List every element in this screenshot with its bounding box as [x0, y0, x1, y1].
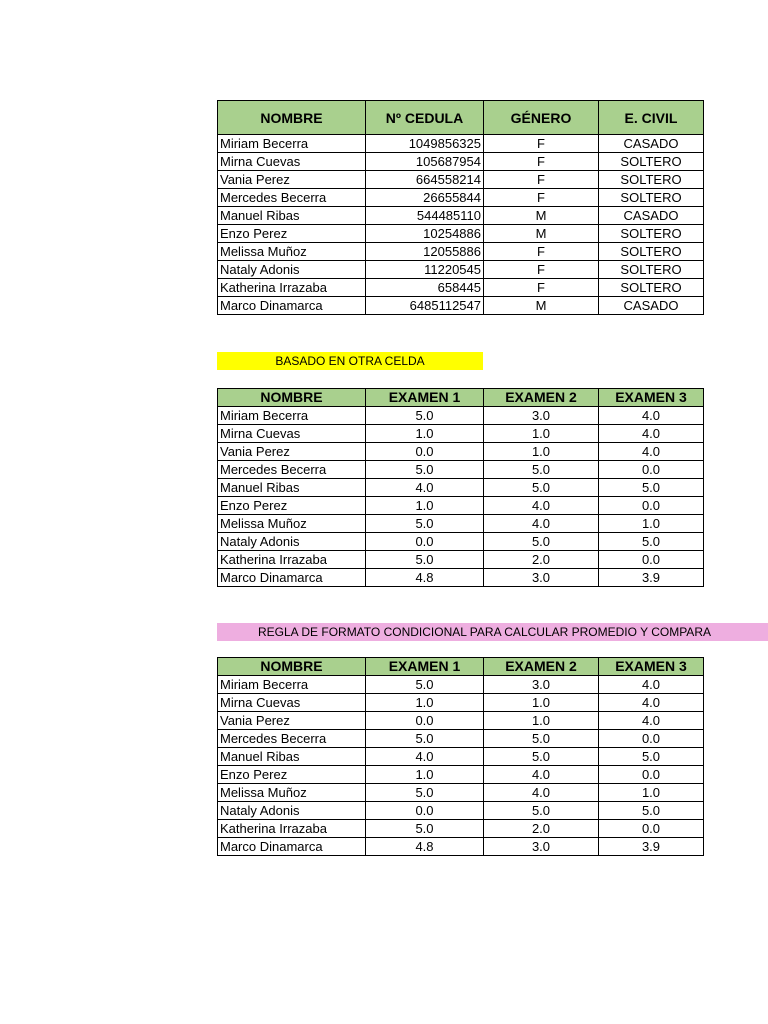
- table-row: [218, 533, 704, 551]
- table-row: [218, 676, 704, 694]
- column-header[interactable]: EXAMEN 2: [484, 389, 599, 407]
- table-cell[interactable]: 664558214: [366, 171, 484, 189]
- table-row: [218, 569, 704, 587]
- table-cell[interactable]: 5.0: [366, 784, 484, 802]
- table-cell[interactable]: 3.9: [599, 838, 704, 856]
- table-cell[interactable]: SOLTERO: [599, 243, 704, 261]
- table-cell[interactable]: SOLTERO: [599, 225, 704, 243]
- column-header[interactable]: EXAMEN 1: [366, 658, 484, 676]
- table-cell[interactable]: Katherina Irrazaba: [218, 820, 366, 838]
- column-header[interactable]: NOMBRE: [218, 101, 366, 135]
- table-cell[interactable]: 5.0: [484, 479, 599, 497]
- table-row: [218, 135, 704, 153]
- table-row: [218, 171, 704, 189]
- table-cell[interactable]: CASADO: [599, 297, 704, 315]
- table-cell[interactable]: F: [484, 243, 599, 261]
- table-cell[interactable]: Mirna Cuevas: [218, 425, 366, 443]
- table-cell[interactable]: M: [484, 297, 599, 315]
- table-cell[interactable]: 0.0: [599, 820, 704, 838]
- table-row: [218, 479, 704, 497]
- table-cell[interactable]: Marco Dinamarca: [218, 569, 366, 587]
- table-cell[interactable]: 3.0: [484, 676, 599, 694]
- table-cell[interactable]: 5.0: [366, 407, 484, 425]
- table-cell[interactable]: 4.8: [366, 838, 484, 856]
- table-cell[interactable]: 0.0: [599, 766, 704, 784]
- table-cell[interactable]: SOLTERO: [599, 279, 704, 297]
- table-cell[interactable]: 0.0: [366, 533, 484, 551]
- table-cell[interactable]: Mirna Cuevas: [218, 153, 366, 171]
- table-cell[interactable]: 4.0: [599, 425, 704, 443]
- table-cell[interactable]: 0.0: [599, 551, 704, 569]
- table-cell[interactable]: 1.0: [484, 425, 599, 443]
- table-row: [218, 243, 704, 261]
- table-cell[interactable]: 5.0: [484, 730, 599, 748]
- table-cell[interactable]: 1.0: [484, 443, 599, 461]
- table-cell[interactable]: Katherina Irrazaba: [218, 551, 366, 569]
- table-cell[interactable]: 1.0: [366, 694, 484, 712]
- table-cell[interactable]: 4.0: [366, 748, 484, 766]
- table-row: [218, 279, 704, 297]
- banner-conditional-format-rule: REGLA DE FORMATO CONDICIONAL PARA CALCULAR PROMEDIO Y COMPARA: [217, 623, 768, 641]
- table-row: [218, 515, 704, 533]
- table-cell[interactable]: CASADO: [599, 135, 704, 153]
- banner-based-on-other-cell: BASADO EN OTRA CELDA: [217, 352, 483, 370]
- column-header[interactable]: NOMBRE: [218, 389, 366, 407]
- table-cell[interactable]: 5.0: [366, 461, 484, 479]
- table-cell[interactable]: 5.0: [366, 820, 484, 838]
- table-cell[interactable]: 5.0: [484, 802, 599, 820]
- table-cell[interactable]: F: [484, 171, 599, 189]
- table-row: [218, 784, 704, 802]
- table-cell[interactable]: 3.0: [484, 838, 599, 856]
- table-row: [218, 297, 704, 315]
- personal-data-table: [217, 100, 704, 315]
- column-header[interactable]: EXAMEN 1: [366, 389, 484, 407]
- table-cell[interactable]: F: [484, 279, 599, 297]
- table-row: [218, 551, 704, 569]
- table-cell[interactable]: 1.0: [599, 515, 704, 533]
- table-cell[interactable]: Manuel Ribas: [218, 479, 366, 497]
- table-cell[interactable]: Nataly Adonis: [218, 802, 366, 820]
- column-header[interactable]: Nº CEDULA: [366, 101, 484, 135]
- table-cell[interactable]: Miriam Becerra: [218, 135, 366, 153]
- table-cell[interactable]: Mercedes Becerra: [218, 189, 366, 207]
- table-cell[interactable]: 4.0: [599, 712, 704, 730]
- table-cell[interactable]: 4.0: [599, 676, 704, 694]
- table-cell[interactable]: 12055886: [366, 243, 484, 261]
- table-row: [218, 838, 704, 856]
- table-row: [218, 712, 704, 730]
- table-cell[interactable]: Vania Perez: [218, 712, 366, 730]
- table-cell[interactable]: Manuel Ribas: [218, 207, 366, 225]
- table-row: [218, 407, 704, 425]
- table-cell[interactable]: Mercedes Becerra: [218, 730, 366, 748]
- column-header[interactable]: GÉNERO: [484, 101, 599, 135]
- column-header[interactable]: EXAMEN 3: [599, 658, 704, 676]
- table-cell[interactable]: Mirna Cuevas: [218, 694, 366, 712]
- table-cell[interactable]: 5.0: [599, 533, 704, 551]
- table-cell[interactable]: M: [484, 207, 599, 225]
- table-cell[interactable]: 5.0: [366, 515, 484, 533]
- table-cell[interactable]: F: [484, 135, 599, 153]
- table-cell[interactable]: Vania Perez: [218, 443, 366, 461]
- table-row: [218, 443, 704, 461]
- table-row: [218, 261, 704, 279]
- table-cell[interactable]: 4.0: [599, 694, 704, 712]
- table-cell[interactable]: 2.0: [484, 820, 599, 838]
- table-cell[interactable]: 4.0: [484, 515, 599, 533]
- table-cell[interactable]: 5.0: [484, 461, 599, 479]
- table-cell[interactable]: Miriam Becerra: [218, 676, 366, 694]
- table-cell[interactable]: Miriam Becerra: [218, 407, 366, 425]
- table-cell[interactable]: 544485110: [366, 207, 484, 225]
- table-cell[interactable]: 658445: [366, 279, 484, 297]
- table-row: [218, 189, 704, 207]
- table-cell[interactable]: 5.0: [484, 533, 599, 551]
- table-row: [218, 730, 704, 748]
- table-cell[interactable]: 2.0: [484, 551, 599, 569]
- table-cell[interactable]: 4.0: [599, 443, 704, 461]
- table-row: [218, 820, 704, 838]
- table-cell[interactable]: 10254886: [366, 225, 484, 243]
- header-row: [218, 658, 704, 676]
- table-cell[interactable]: 5.0: [366, 730, 484, 748]
- exam-table-2: [217, 657, 704, 856]
- column-header[interactable]: E. CIVIL: [599, 101, 704, 135]
- table-cell[interactable]: CASADO: [599, 207, 704, 225]
- table-cell[interactable]: SOLTERO: [599, 153, 704, 171]
- table-cell[interactable]: 4.0: [599, 407, 704, 425]
- table-cell[interactable]: 1.0: [366, 425, 484, 443]
- table-cell[interactable]: 0.0: [366, 802, 484, 820]
- table-cell[interactable]: Vania Perez: [218, 171, 366, 189]
- table-row: [218, 461, 704, 479]
- table-cell[interactable]: 1.0: [599, 784, 704, 802]
- table-cell[interactable]: Enzo Perez: [218, 225, 366, 243]
- table-cell[interactable]: 5.0: [366, 551, 484, 569]
- table-cell[interactable]: F: [484, 189, 599, 207]
- table-row: [218, 766, 704, 784]
- column-header[interactable]: NOMBRE: [218, 658, 366, 676]
- table-cell[interactable]: SOLTERO: [599, 261, 704, 279]
- table-cell[interactable]: 1.0: [484, 694, 599, 712]
- table-cell[interactable]: 1.0: [366, 497, 484, 515]
- table-cell[interactable]: 0.0: [366, 712, 484, 730]
- header-row: [218, 101, 704, 135]
- table-cell[interactable]: SOLTERO: [599, 189, 704, 207]
- table-cell[interactable]: 6485112547: [366, 297, 484, 315]
- table-row: [218, 207, 704, 225]
- table-row: [218, 748, 704, 766]
- table-cell[interactable]: 1.0: [366, 766, 484, 784]
- exam-table-1: [217, 388, 704, 587]
- table-cell[interactable]: 4.0: [484, 497, 599, 515]
- table-cell[interactable]: 1049856325: [366, 135, 484, 153]
- table-cell[interactable]: 3.0: [484, 569, 599, 587]
- column-header[interactable]: EXAMEN 2: [484, 658, 599, 676]
- table-row: [218, 694, 704, 712]
- table-cell[interactable]: 0.0: [599, 730, 704, 748]
- table-cell[interactable]: F: [484, 153, 599, 171]
- table-cell[interactable]: 3.9: [599, 569, 704, 587]
- table-cell[interactable]: Melissa Muñoz: [218, 243, 366, 261]
- table-cell[interactable]: Nataly Adonis: [218, 261, 366, 279]
- table-cell[interactable]: Marco Dinamarca: [218, 297, 366, 315]
- column-header[interactable]: EXAMEN 3: [599, 389, 704, 407]
- table-cell[interactable]: SOLTERO: [599, 171, 704, 189]
- table-row: [218, 153, 704, 171]
- table-cell[interactable]: 3.0: [484, 407, 599, 425]
- table-cell[interactable]: Melissa Muñoz: [218, 515, 366, 533]
- table-row: [218, 497, 704, 515]
- table-cell[interactable]: 26655844: [366, 189, 484, 207]
- table-cell[interactable]: Melissa Muñoz: [218, 784, 366, 802]
- table-row: [218, 802, 704, 820]
- table-cell[interactable]: Manuel Ribas: [218, 748, 366, 766]
- table-cell[interactable]: Katherina Irrazaba: [218, 279, 366, 297]
- table-cell[interactable]: 1.0: [484, 712, 599, 730]
- table-cell[interactable]: 0.0: [599, 461, 704, 479]
- table-cell[interactable]: 105687954: [366, 153, 484, 171]
- table-cell[interactable]: 0.0: [366, 443, 484, 461]
- table-cell[interactable]: F: [484, 261, 599, 279]
- table-row: [218, 425, 704, 443]
- table-cell[interactable]: Mercedes Becerra: [218, 461, 366, 479]
- table-cell[interactable]: 4.0: [484, 766, 599, 784]
- table-cell[interactable]: Marco Dinamarca: [218, 838, 366, 856]
- table-cell[interactable]: Enzo Perez: [218, 497, 366, 515]
- table-cell[interactable]: 5.0: [599, 479, 704, 497]
- table-cell[interactable]: 5.0: [599, 802, 704, 820]
- table-cell[interactable]: Enzo Perez: [218, 766, 366, 784]
- header-row: [218, 389, 704, 407]
- table-cell[interactable]: Nataly Adonis: [218, 533, 366, 551]
- table-row: [218, 225, 704, 243]
- table-cell[interactable]: M: [484, 225, 599, 243]
- table-cell[interactable]: 11220545: [366, 261, 484, 279]
- table-cell[interactable]: 5.0: [484, 748, 599, 766]
- table-cell[interactable]: 4.8: [366, 569, 484, 587]
- table-cell[interactable]: 5.0: [599, 748, 704, 766]
- table-cell[interactable]: 5.0: [366, 676, 484, 694]
- table-cell[interactable]: 4.0: [484, 784, 599, 802]
- table-cell[interactable]: 4.0: [366, 479, 484, 497]
- table-cell[interactable]: 0.0: [599, 497, 704, 515]
